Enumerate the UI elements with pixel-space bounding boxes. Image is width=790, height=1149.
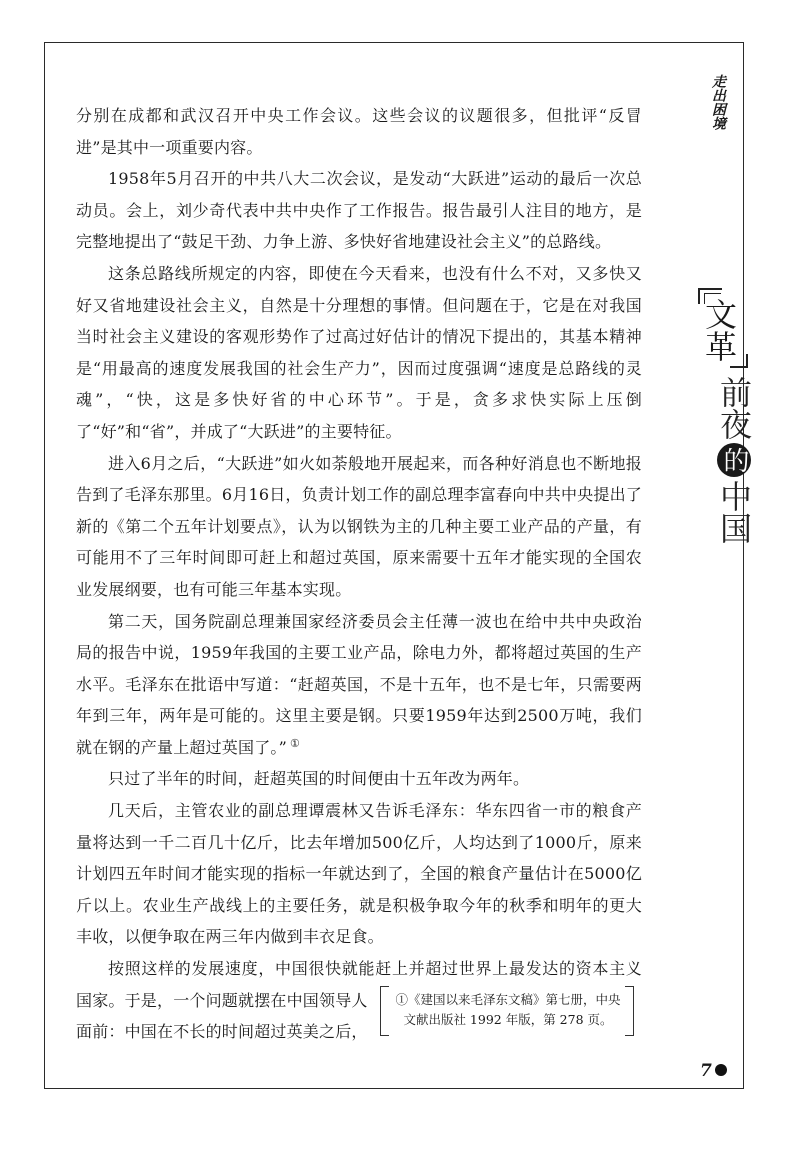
footnote-text: ①《建国以来毛泽东文稿》第七册，中央文献出版社 1992 年版，第 278 页。: [395, 992, 621, 1027]
footnote-bracket-right: [625, 986, 634, 1036]
running-head: 走出困境: [710, 74, 726, 130]
book-title-part: 前夜: [715, 376, 753, 440]
paragraph-with-footnote: [76, 606, 642, 764]
book-title-circled-char: 的: [717, 443, 751, 477]
corner-quote-close-icon: [730, 354, 748, 368]
paragraph: 1958年5月召开的中共八大二次会议，是发动“大跃进”运动的最后一次总动员。会上，刘少奇代表中共中央作了工作报告。报告最引人注目的地方，是完整地提出了“鼓足干劲、力争上游、多快好省地建设社会主义”的总路线。: [76, 169, 642, 252]
footnote-marker[interactable]: ①: [289, 736, 301, 750]
paragraph-text: 按照这样的发展速度，中国很快就能赶上并超过世界上最发达的资本主义国家。于是，一个问题就摆在中国领导人: [76, 959, 642, 1010]
book-title-rest: [714, 376, 754, 544]
paragraph: 分别在成都和武汉召开中央工作会议。这些会议的议题很多，但批评“反冒进”是其中一项重要内容。: [76, 106, 642, 157]
book-title-part: 中国: [715, 480, 753, 544]
paragraph: 只过了半年的时间，赶超英国的时间便由十五年改为两年。: [108, 769, 530, 789]
footnote-box: [380, 986, 634, 1034]
body-text: [76, 100, 642, 1048]
page-dot-icon: [715, 1064, 727, 1076]
book-title-quoted: [696, 288, 742, 362]
paragraph-text: 第二天，国务院副总理兼国家经济委员会主任薄一波也在给中共中央政治局的报告中说，1959年我国的主要工业产品，除电力外，都将超过英国的生产水平。毛泽东在批语中写道：“赶超英国，不是十五年，也不是七年，只需要两年到三年，两年是可能的。这里主要是钢。只要1959年达到2500万吨，我们就在钢的产量上超过英国了。”: [76, 611, 642, 757]
book-title: [696, 288, 756, 544]
paragraph: 进入6月之后，“大跃进”如火如荼般地开展起来，而各种好消息也不断地报告到了毛泽东那里。6月16日，负责计划工作的副总理李富春向中共中央提出了新的《第二个五年计划要点》，认为以钢铁为主的几种主要工业产品的产量，有可能用不了三年时间即可赶上和超过英国，原来需要十五年才能实现的全国农业发展纲要，也有可能三年基本实现。: [76, 453, 642, 599]
page-number: 7: [700, 1061, 712, 1081]
paragraph: 这条总路线所规定的内容，即使在今天看来，也没有什么不对，又多快又好又省地建设社会主义，自然是十分理想的事情。但问题在于，它是在对我国当时社会主义建设的客观形势作了过高过好估计的情况下提出的，其基本精神是“用最高的速度发展我国的社会生产力”，因而过度强调“速度是总路线的灵魂”，“快，这是多快好省的中心环节”。于是，贪多求快实际上压倒了“好”和“省”，并成了“大跃进”的主要特征。: [76, 263, 642, 441]
footnote-bracket-left: [380, 986, 389, 1036]
paragraph-continuation: 面前：中国在不长的时间超过英美之后，: [76, 1022, 368, 1042]
book-title-quoted-text: 文革: [700, 298, 738, 362]
corner-quote-open-icon: [698, 288, 722, 304]
paragraph: 几天后，主管农业的副总理谭震林又告诉毛泽东：华东四省一市的粮食产量将达到一千二百几十亿斤，比去年增加500亿斤，人均达到了1000斤，原来计划四五年时间才能实现的指标一年就达到了，全国的粮食产量估计在5000亿斤以上。农业生产战线上的主要任务，就是积极争取今年的秋季和明年的更大丰收，以便争取在两三年内做到丰衣足食。: [76, 801, 642, 947]
